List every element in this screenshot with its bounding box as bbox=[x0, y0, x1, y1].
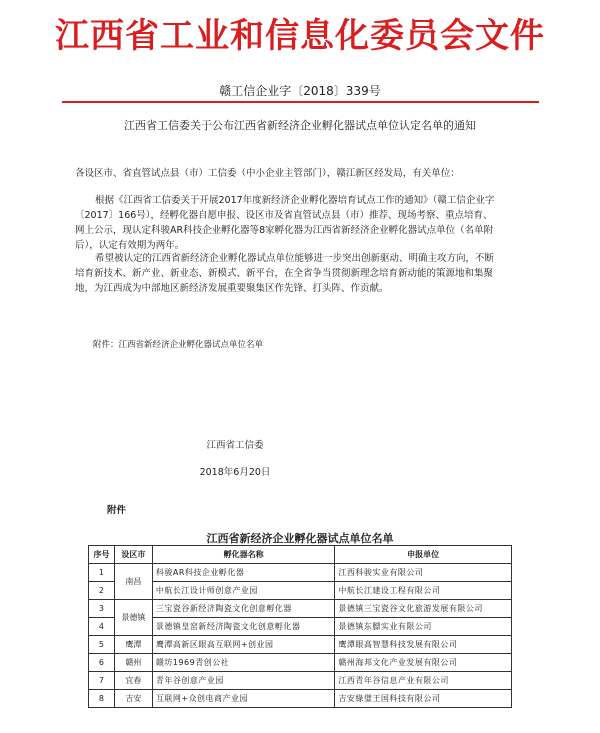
cell-no: 2 bbox=[89, 582, 115, 600]
cell-no: 7 bbox=[89, 672, 115, 690]
document-header-title: 江西省工业和信息化委员会文件 bbox=[55, 16, 545, 56]
cell-name: 鹰潭高新区眼高互联网+创业园 bbox=[152, 636, 335, 654]
cell-no: 5 bbox=[89, 636, 115, 654]
cell-unit: 鹰潭眼高智慧科技发展有限公司 bbox=[335, 636, 512, 654]
paragraph-2: 希望被认定的江西省新经济企业孵化器试点单位能够进一步突出创新驱动、明确主攻方向，不断培育新技术、新产业、新业态、新模式、新平台，在全省争当贯彻新理念培育新动能的策源地和集聚地，为江西成为中部地区新经济发展重要聚集区作先锋、打头阵、作贡献。 bbox=[75, 253, 495, 294]
attachment-line: 附件：江西省新经济企业孵化器试点单位名单 bbox=[93, 340, 264, 350]
cell-unit: 景德镇三宝瓷谷文化旅游发展有限公司 bbox=[335, 600, 512, 618]
salutation: 各设区市、省直管试点县（市）工信委（中小企业主管部门），赣江新区经发局，有关单位： bbox=[75, 168, 460, 179]
table-row bbox=[89, 600, 512, 618]
cell-no: 4 bbox=[89, 618, 115, 636]
cell-no: 8 bbox=[89, 690, 115, 708]
cell-no: 6 bbox=[89, 654, 115, 672]
cell-unit: 赣州海邦文化产业发展有限公司 bbox=[335, 654, 512, 672]
cell-unit: 中航长江建设工程有限公司 bbox=[335, 582, 512, 600]
table-row bbox=[89, 582, 512, 600]
header-divider bbox=[62, 101, 539, 103]
cell-city: 宜春 bbox=[114, 672, 152, 690]
cell-city: 南昌 bbox=[114, 564, 152, 600]
cell-city: 景德镇 bbox=[114, 600, 152, 636]
annex-label: 附件 bbox=[107, 505, 127, 516]
table-row bbox=[89, 618, 512, 636]
header-no: 序号 bbox=[89, 546, 115, 564]
cell-name: 青年谷创意产业园 bbox=[152, 672, 335, 690]
header-name: 孵化器名称 bbox=[152, 546, 335, 564]
notice-subject: 江西省工信委关于公布江西省新经济企业孵化器试点单位认定名单的通知 bbox=[124, 119, 476, 132]
cell-no: 1 bbox=[89, 564, 115, 582]
cell-city: 吉安 bbox=[114, 690, 152, 708]
table-row bbox=[89, 636, 512, 654]
cell-no: 3 bbox=[89, 600, 115, 618]
signature-date: 2018年6月20日 bbox=[199, 467, 271, 478]
cell-name: 互联网+众创电商产业园 bbox=[152, 690, 335, 708]
cell-name: 科骏AR科技企业孵化器 bbox=[152, 564, 335, 582]
cell-unit: 吉安綠璧王国科技有限公司 bbox=[335, 690, 512, 708]
table-header-row bbox=[89, 546, 512, 564]
cell-name: 三宝瓷谷新经济陶瓷文化创意孵化器 bbox=[152, 600, 335, 618]
table-row bbox=[89, 690, 512, 708]
cell-name: 景德镇皇窑新经济陶瓷文化创意孵化器 bbox=[152, 618, 335, 636]
header-unit: 申报单位 bbox=[335, 546, 512, 564]
annex-title: 江西省新经济企业孵化器试点单位名单 bbox=[206, 532, 394, 545]
incubator-table bbox=[88, 545, 512, 708]
cell-unit: 景德镇东膘实业有限公司 bbox=[335, 618, 512, 636]
cell-city: 鹰潭 bbox=[114, 636, 152, 654]
cell-city: 赣州 bbox=[114, 654, 152, 672]
table-row bbox=[89, 564, 512, 582]
cell-unit: 江西青年谷信息产业有限公司 bbox=[335, 672, 512, 690]
cell-unit: 江西科骏实业有限公司 bbox=[335, 564, 512, 582]
cell-name: 中航长江设计师创意产业园 bbox=[152, 582, 335, 600]
table-row bbox=[89, 672, 512, 690]
paragraph-1: 根据《江西省工信委关于开展2017年度新经济企业孵化器培育试点工作的通知》（赣工信企业字〔2017〕166号），经孵化器自愿申报、设区市及省直管试点县（市）推荐、现场考察、重点培育、网上公示，现认定科骏AR科技企业孵化器等8家孵化器为江西省新经济企业孵化器试点单位（名单附后），认定有效期为两年。 bbox=[75, 195, 495, 251]
header-city: 设区市 bbox=[114, 546, 152, 564]
document-number: 赣工信企业字〔2018〕339号 bbox=[219, 84, 381, 98]
signature-org: 江西省工信委 bbox=[206, 440, 264, 451]
cell-name: 赣坊1969青创公社 bbox=[152, 654, 335, 672]
table-row bbox=[89, 654, 512, 672]
